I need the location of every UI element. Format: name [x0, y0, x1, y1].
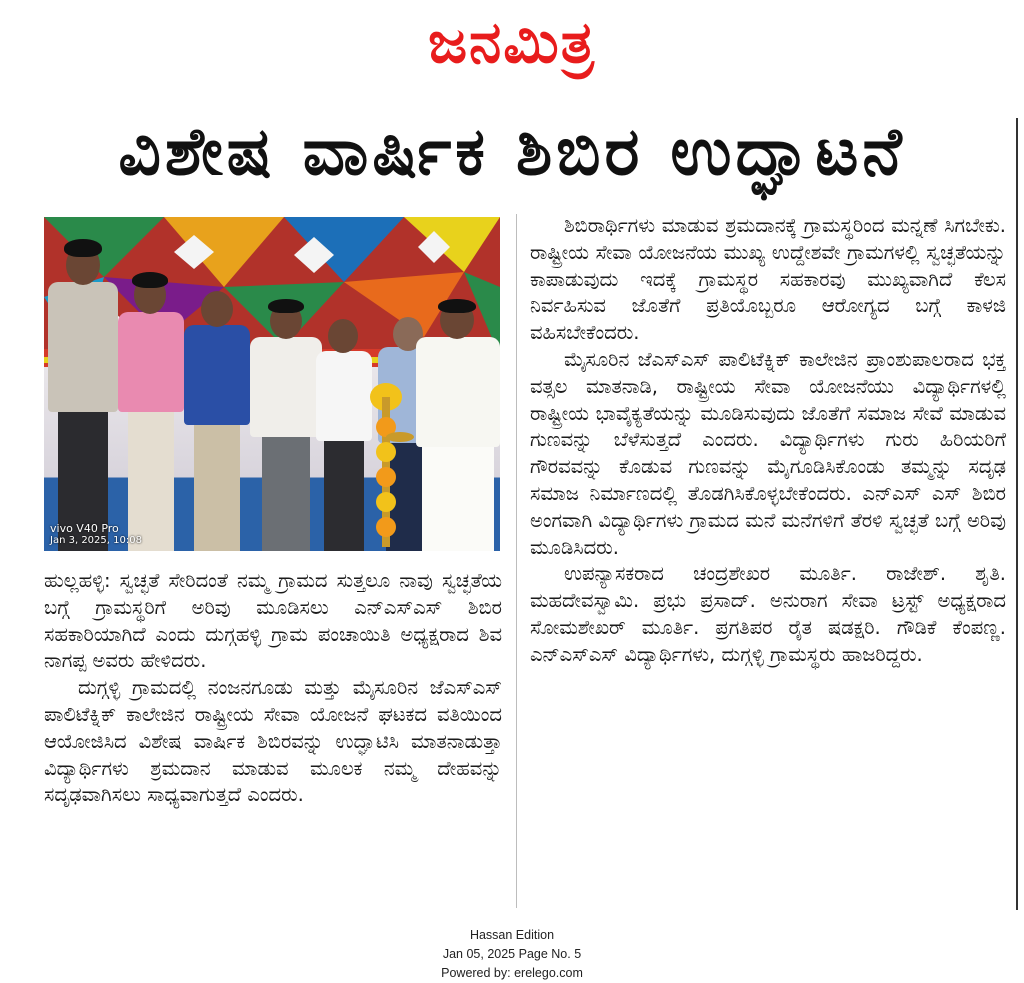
watermark-timestamp: Jan 3, 2025, 10:08: [50, 535, 142, 546]
article-paragraph: ಮೈಸೂರಿನ ಜೆಎಸ್‌ಎಸ್ ಪಾಲಿಟೆಕ್ನಿಕ್ ಕಾಲೇಜಿನ ಪ್ರಾಂಶುಪಾಲರಾದ ಭಕ್ತ ವತ್ಸಲ ಮಾತನಾಡಿ, ರಾಷ್ಟ್ರೀಯ ಸೇವಾ ಯೋಜನೆಯು ವಿದ್ಯಾರ್ಥಿಗಳಲ್ಲಿ ರಾಷ್ಟ್ರೀಯ ಭಾವೈಕ್ಯತೆಯನ್ನು ಮೂಡಿಸುವುದು ಜೊತೆಗೆ ಸಮಾಜ ಸೇವೆ ಮಾಡುವ ಗುಣವನ್ನು ಬೆಳೆಸುತ್ತದೆ ಎಂದರು. ವಿದ್ಯಾರ್ಥಿಗಳು ಗುರು ಹಿರಿಯರಿಗೆ ಗೌರವವನ್ನು ಕೊಡುವ ಗುಣವನ್ನು ಮೈಗೂಡಿಸಿಕೊಂಡು ತಮ್ಮನ್ನು ಸದೃಢ ಸಮಾಜ ನಿರ್ಮಾಣದಲ್ಲಿ ತೊಡಗಿಸಿಕೊಳ್ಳಬೇಕೆಂದರು. ಎನ್‌ಎಸ್ ಎಸ್ ಶಿಬಿರ ಅಂಗವಾಗಿ ವಿದ್ಯಾರ್ಥಿಗಳು ಗ್ರಾಮದ ಮನೆ ಮನೆಗಳಿಗೆ ತೆರಳಿ ಸ್ವಚ್ಛತೆ ಬಗ್ಗೆ ಅರಿವು ಮೂಡಿಸಿದರು.: [530, 347, 1006, 559]
article-paragraph: ದುಗ್ಗಳ್ಳಿ ಗ್ರಾಮದಲ್ಲಿ ನಂಜನಗೂಡು ಮತ್ತು ಮೈಸೂರಿನ ಜೆಎಸ್‌ಎಸ್ ಪಾಲಿಟೆಕ್ನಿಕ್ ಕಾಲೇಜಿನ ರಾಷ್ಟ್ರೀಯ ಸೇವಾ ಯೋಜನೆ ಘಟಕದ ವತಿಯಿಂದ ಆಯೋಜಿಸಿದ ವಿಶೇಷ ವಾರ್ಷಿಕ ಶಿಬಿರವನ್ನು ಉದ್ಘಾಟಿಸಿ ಮಾತನಾಡುತ್ತಾ ವಿದ್ಯಾರ್ಥಿಗಳು ಶ್ರಮದಾನ ಮಾಡುವ ಮೂಲಕ ನಮ್ಮ ದೇಹವನ್ನು ಸದೃಢವಾಗಿಸಲು ಸಾಧ್ಯವಾಗುತ್ತದೆ ಎಂದರು.: [44, 676, 502, 807]
article-paragraph: ಶಿಬಿರಾರ್ಥಿಗಳು ಮಾಡುವ ಶ್ರಮದಾನಕ್ಕೆ ಗ್ರಾಮಸ್ಥರಿಂದ ಮನ್ನಣೆ ಸಿಗಬೇಕು. ರಾಷ್ಟ್ರೀಯ ಸೇವಾ ಯೋಜನೆಯ ಮುಖ್ಯ ಉದ್ದೇಶವೇ ಗ್ರಾಮಗಳಲ್ಲಿ ಸ್ವಚ್ಛತೆಯನ್ನು ಕಾಪಾಡುವುದು ಇದಕ್ಕೆ ಗ್ರಾಮಸ್ಥರ ಸಹಕಾರವು ಮುಖ್ಯವಾಗಿದೆ ಕೆಲಸ ನಿರ್ವಹಿಸುವ ಜೊತೆಗೆ ಪ್ರತಿಯೊಬ್ಬರೂ ಆರೋಗ್ಯದ ಬಗ್ಗೆ ಕಾಳಜಿ ವಹಿಸಬೇಕೆಂದರು.: [530, 214, 1006, 345]
article-photo: [44, 217, 500, 551]
footer-powered-by: Powered by: erelego.com: [441, 966, 583, 980]
person-1: [48, 237, 118, 551]
footer-edition: Hassan Edition: [469, 928, 555, 942]
ceremonial-lamp: [356, 377, 416, 551]
article-paragraph: ಹುಲ್ಲಹಳ್ಳಿ: ಸ್ವಚ್ಛತೆ ಸೇರಿದಂತೆ ನಮ್ಮ ಗ್ರಾಮದ ಸುತ್ತಲೂ ನಾವು ಸ್ವಚ್ಛತೆಯ ಬಗ್ಗೆ ಗ್ರಾಮಸ್ಥರಿಗೆ ಅರಿವು ಮೂಡಿಸಲು ಎನ್‌ಎಸ್‌ಎಸ್ ಶಿಬಿರ ಸಹಕಾರಿಯಾಗಿದೆ ಎಂದು ದುಗ್ಗಹಳ್ಳಿ ಗ್ರಾಮ ಪಂಚಾಯಿತಿ ಅಧ್ಯಕ್ಷರಾದ ಶಿವ ನಾಗಪ್ಪ ಅವರು ಹೇಳಿದರು.: [44, 569, 502, 673]
left-column: [44, 568, 502, 809]
person-3: [184, 287, 250, 551]
article-paragraph: ಉಪನ್ಯಾಸಕರಾದ ಚಂದ್ರಶೇಖರ ಮೂರ್ತಿ. ರಾಜೇಶ್. ಶೃತಿ. ಮಹದೇವಸ್ವಾಮಿ. ಪ್ರಭು ಪ್ರಸಾದ್. ಅನುರಾಗ ಸೇವಾ ಟ್ರಸ್ಟ್ ಅಧ್ಯಕ್ಷರಾದ ಸೋಮಶೇಖರ್ ಮೂರ್ತಿ. ಪ್ರಗತಿಪರ ರೈತ ಷಡಕ್ಷರಿ. ಗೌಡಿಕೆ ಕೆಂಪಣ್ಣ. ಎನ್‌ಎಸ್‌ಎಸ್ ವಿದ್ಯಾರ್ಥಿಗಳು, ದುಗ್ಗಳ್ಳಿ ಗ್ರಾಮಸ್ಥರು ಹಾಜರಿದ್ದರು.: [530, 562, 1006, 666]
photo-watermark: [50, 523, 142, 547]
page-border-rule: [1016, 118, 1018, 910]
article-headline: ವಿಶೇಷ ವಾರ್ಷಿಕ ಶಿಬಿರ ಉದ್ಘಾಟನೆ: [118, 113, 906, 190]
footer-date-page: Jan 05, 2025 Page No. 5: [442, 947, 582, 961]
person-7: [416, 299, 500, 551]
watermark-device: vivo V40 Pro: [50, 522, 119, 535]
person-4: [250, 299, 322, 551]
masthead-title: ಜನಮಿತ್ರ: [428, 8, 596, 76]
page-footer: [0, 926, 1024, 983]
column-divider: [516, 214, 517, 908]
person-2: [118, 272, 184, 551]
right-column: [530, 213, 1006, 669]
